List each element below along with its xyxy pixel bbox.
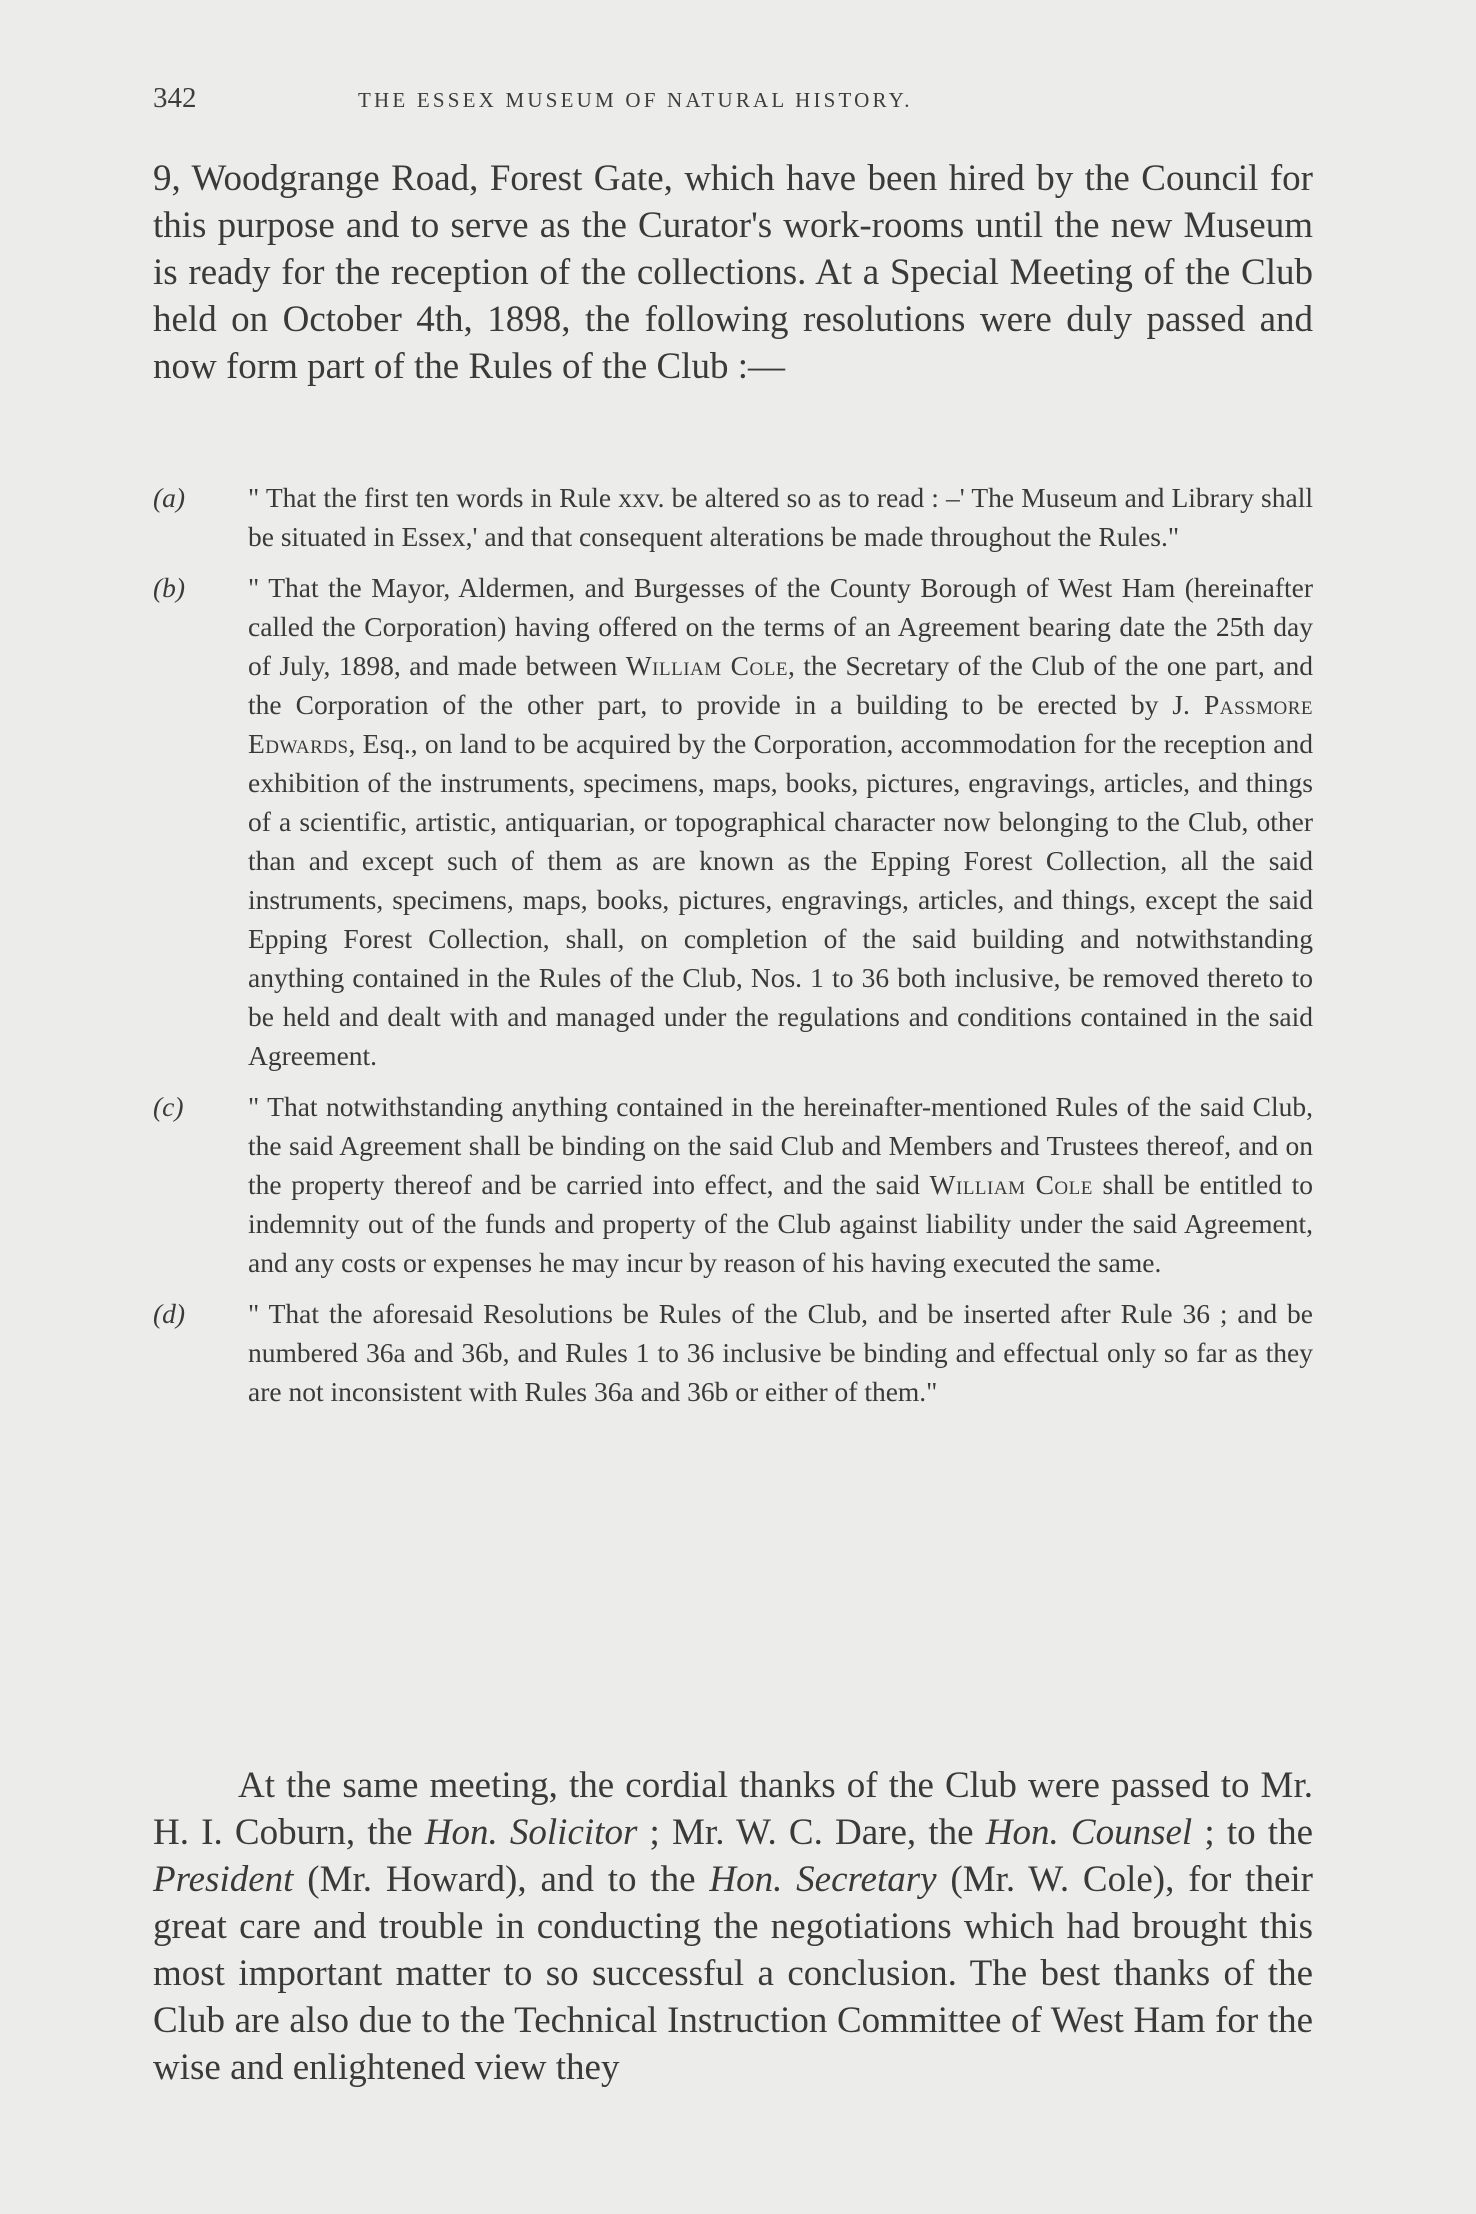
closing-paragraph xyxy=(153,1762,1313,2091)
running-header xyxy=(153,82,1313,122)
title-italic: Hon. Solicitor xyxy=(424,1812,638,1853)
text-run: ; to the xyxy=(1192,1812,1314,1853)
resolution-text xyxy=(248,1091,1313,1278)
person-name: William Cole xyxy=(625,650,788,681)
resolution-label: (d) xyxy=(153,1298,186,1329)
text-run: ; Mr. W. C. Dare, the xyxy=(637,1812,986,1853)
resolution-label: (a) xyxy=(153,482,186,513)
resolution-c xyxy=(153,1087,1313,1282)
intro-paragraph: 9, Woodgrange Road, Forest Gate, which have been hired by the Council for this purpose and to serve as the Curator's work-rooms until the new Museum is ready for the reception of the collections. At a Special Meeting of the Club held on October 4th, 1898, the following resolutions were duly passed and now form part of the Rules of the Club :— xyxy=(153,158,1313,387)
title-italic: President xyxy=(153,1859,294,1900)
person-name: Passmore Edwards xyxy=(248,689,1313,759)
resolution-text: " That the aforesaid Resolutions be Rules of the Club, and be inserted after Rule 36 ; and be numbered 36a and 36b, and Rules 1 to 36 inclusive be binding and effectual only so far as they are not inconsistent with Rules 36a and 36b or either of them." xyxy=(248,1298,1313,1407)
title-italic: Hon. Secretary xyxy=(709,1859,937,1900)
page-number: 342 xyxy=(153,82,197,114)
resolution-a xyxy=(153,478,1313,556)
running-title: THE ESSEX MUSEUM OF NATURAL HISTORY. xyxy=(358,88,913,112)
resolution-label: (c) xyxy=(153,1091,184,1122)
title-italic: Hon. Counsel xyxy=(985,1812,1193,1853)
text-run: , Esq., on land to be acquired by the Corporation, accommodation for the reception and exhibition of the instruments, specimens, maps, books, pictures, engravings, articles, and things of a scientific, artistic, antiquarian, or topographical character now belonging to the Club, other than and except such of them as are known as the Epping Forest Collection, all the said instruments, specimens, maps, books, pictures, engravings, articles, and things, except the said Epping Forest Collection, shall, on completion of the said building and notwithstanding anything contained in the Rules of the Club, Nos. 1 to 36 both inclusive, be removed thereto to be held and dealt with and managed under the regulations and conditions contained in the said Agreement. xyxy=(248,728,1313,1071)
text-run: (Mr. Howard), and to the xyxy=(293,1859,710,1900)
resolution-d xyxy=(153,1294,1313,1411)
resolution-text xyxy=(248,572,1313,1071)
text-run: , the Secretary of the Club of the one part, and the Corporation of the other part, to provide in a building to be erected by J. xyxy=(248,650,1313,720)
resolution-label: (b) xyxy=(153,572,186,603)
text-run: " That notwithstanding anything contained in the hereinafter-mentioned Rules of the said Club, the said Agreement shall be binding on the said Club and Members and Trustees thereof, and on the property thereof and be carried into effect, and the said xyxy=(248,1091,1313,1200)
person-name: William Cole xyxy=(929,1169,1093,1200)
resolution-b xyxy=(153,568,1313,1075)
text-run: shall be entitled to indemnity out of the funds and property of the Club against liability under the said Agreement, and any costs or expenses he may incur by reason of his having executed the same. xyxy=(248,1169,1313,1278)
text-run: At the same meeting, the cordial thanks of the Club were passed to Mr. H. I. Coburn, the xyxy=(153,1765,1313,1853)
text-run: " That the Mayor, Aldermen, and Burgesses of the County Borough of West Ham (hereinafter called the Corporation) having offered on the terms of an Agreement bearing date the 25th day of July, 1898, and made between xyxy=(248,572,1313,681)
resolutions-list xyxy=(153,478,1313,1423)
text-run: (Mr. W. Cole), for their great care and trouble in conducting the negotiations which had brought this most important matter to so successful a conclusion. The best thanks of the Club are also due to the Technical Instruction Committee of West Ham for the wise and enlightened view they xyxy=(153,1859,1313,2088)
resolution-text: " That the first ten words in Rule xxv. be altered so as to read : –' The Museum and Library shall be situated in Essex,' and that consequent alterations be made throughout the Rules." xyxy=(248,482,1313,552)
